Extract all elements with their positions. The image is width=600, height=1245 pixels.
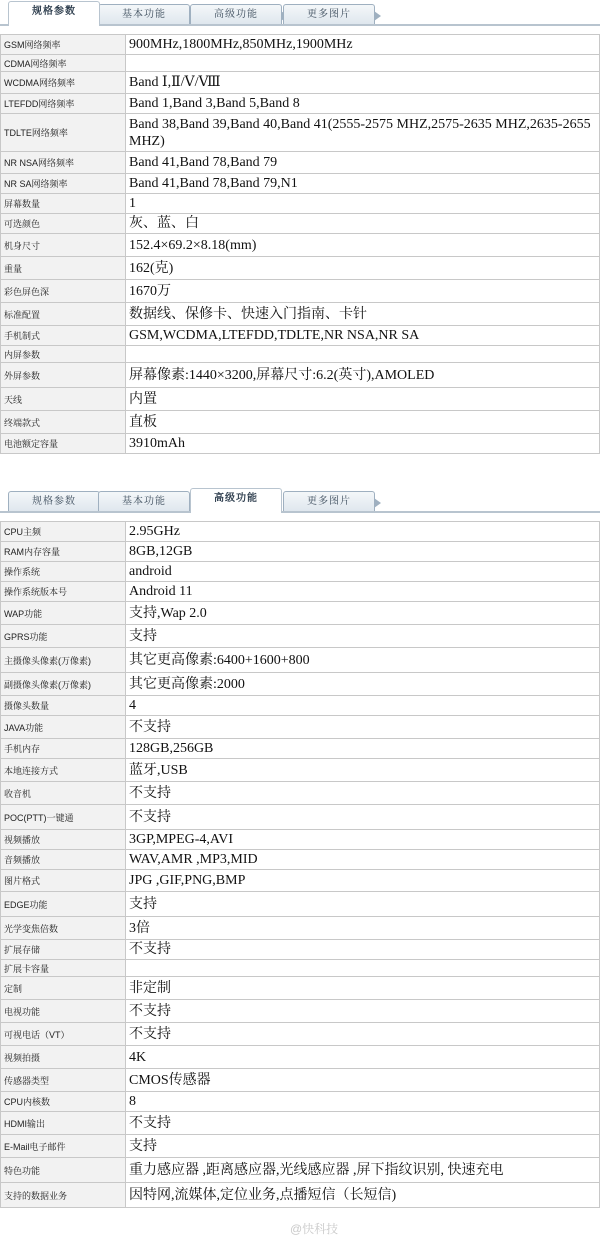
tab-label: 高级功能	[214, 9, 258, 20]
spec-value: android	[126, 562, 600, 582]
spec-label: 图片格式	[1, 870, 126, 892]
table-row	[1, 280, 600, 303]
spec-value: Band 38,Band 39,Band 40,Band 41(2555-2575 MHZ,2575-2635 MHZ,2635-2655 MHZ)	[126, 114, 600, 152]
spec-label: 副摄像头像素(万像素)	[1, 673, 126, 696]
spec-value: JPG ,GIF,PNG,BMP	[126, 870, 600, 892]
spec-label: 支持的数据业务	[1, 1183, 126, 1208]
spec-label: 终端款式	[1, 411, 126, 434]
spec-value: 1670万	[126, 280, 600, 303]
spec-value: 因特网,流媒体,定位业务,点播短信（长短信)	[126, 1183, 600, 1208]
spec-label: 本地连接方式	[1, 759, 126, 782]
tab-label: 更多图片	[307, 9, 351, 20]
table-row	[1, 562, 600, 582]
spec-label: 机身尺寸	[1, 234, 126, 257]
spec-value	[126, 346, 600, 363]
spec-label: 内屏参数	[1, 346, 126, 363]
spec-label: 光学变焦倍数	[1, 917, 126, 940]
spec-label: CPU内核数	[1, 1092, 126, 1112]
table-row	[1, 174, 600, 194]
table-row	[1, 388, 600, 411]
spec-value: 不支持	[126, 940, 600, 960]
table-row	[1, 1069, 600, 1092]
table-row	[1, 940, 600, 960]
spec-value: 其它更高像素:6400+1600+800	[126, 648, 600, 673]
spec-label: 操作系统	[1, 562, 126, 582]
spec-label: 传感器类型	[1, 1069, 126, 1092]
tab-label: 规格参数	[32, 496, 76, 507]
spec-value: 8	[126, 1092, 600, 1112]
spec-label: GSM网络频率	[1, 35, 126, 55]
spec-value: GSM,WCDMA,LTEFDD,TDLTE,NR NSA,NR SA	[126, 326, 600, 346]
spec-label: 标准配置	[1, 303, 126, 326]
spec-label: 手机内存	[1, 739, 126, 759]
spec-value: 内置	[126, 388, 600, 411]
spec-label: 彩色屏色深	[1, 280, 126, 303]
table-row	[1, 648, 600, 673]
tab-bar-1	[0, 0, 600, 26]
spec-value: 不支持	[126, 1023, 600, 1046]
spec-value: Band 41,Band 78,Band 79,N1	[126, 174, 600, 194]
tab-spec-params[interactable]	[8, 491, 100, 511]
spec-value: 128GB,256GB	[126, 739, 600, 759]
spec-label: 扩展卡容量	[1, 960, 126, 977]
spec-label: TDLTE网络频率	[1, 114, 126, 152]
spec-section-2	[0, 487, 600, 1208]
tab-label: 基本功能	[122, 9, 166, 20]
table-row	[1, 870, 600, 892]
table-row	[1, 346, 600, 363]
spec-label: 摄像头数量	[1, 696, 126, 716]
spec-label: 可选颜色	[1, 214, 126, 234]
watermark: @快科技	[290, 1222, 339, 1236]
spec-label: 电视功能	[1, 1000, 126, 1023]
spec-label: 定制	[1, 977, 126, 1000]
table-row	[1, 1112, 600, 1135]
table-row	[1, 72, 600, 94]
table-row	[1, 363, 600, 388]
spec-value: 支持	[126, 1135, 600, 1158]
table-row	[1, 55, 600, 72]
spec-label: E-Mail电子邮件	[1, 1135, 126, 1158]
tab-advanced-functions[interactable]	[190, 4, 282, 24]
spec-value: 数据线、保修卡、快速入门指南、卡针	[126, 303, 600, 326]
table-row	[1, 673, 600, 696]
spec-label: 电池额定容量	[1, 434, 126, 454]
table-row	[1, 625, 600, 648]
spec-label: 可视电话（VT）	[1, 1023, 126, 1046]
spec-label: 收音机	[1, 782, 126, 805]
table-row	[1, 152, 600, 174]
spec-table-2	[0, 521, 600, 1208]
spec-label: LTEFDD网络频率	[1, 94, 126, 114]
spec-label: 手机制式	[1, 326, 126, 346]
spec-label: WAP功能	[1, 602, 126, 625]
spec-value: 152.4×69.2×8.18(mm)	[126, 234, 600, 257]
table-row	[1, 1183, 600, 1208]
table-row	[1, 234, 600, 257]
tab-more-images[interactable]	[283, 4, 375, 24]
spec-section-1	[0, 0, 600, 454]
spec-value: 3910mAh	[126, 434, 600, 454]
spec-value: Band 41,Band 78,Band 79	[126, 152, 600, 174]
table-row	[1, 960, 600, 977]
spec-value: 不支持	[126, 782, 600, 805]
spec-value: 屏幕像素:1440×3200,屏幕尺寸:6.2(英寸),AMOLED	[126, 363, 600, 388]
spec-value: 1	[126, 194, 600, 214]
spec-value: 支持	[126, 892, 600, 917]
spec-value: 900MHz,1800MHz,850MHz,1900MHz	[126, 35, 600, 55]
spec-label: CPU主频	[1, 522, 126, 542]
spec-label: HDMI输出	[1, 1112, 126, 1135]
spec-value	[126, 960, 600, 977]
spec-label: JAVA功能	[1, 716, 126, 739]
table-row	[1, 830, 600, 850]
spec-value: 灰、蓝、白	[126, 214, 600, 234]
spec-label: 重量	[1, 257, 126, 280]
spec-label: 主摄像头像素(万像素)	[1, 648, 126, 673]
tab-basic-functions[interactable]	[98, 4, 190, 24]
table-row	[1, 1092, 600, 1112]
spec-label: 视频拍摄	[1, 1046, 126, 1069]
spec-value: 支持,Wap 2.0	[126, 602, 600, 625]
tab-basic-functions[interactable]	[98, 491, 190, 511]
spec-label: 外屏参数	[1, 363, 126, 388]
spec-value: 其它更高像素:2000	[126, 673, 600, 696]
spec-label: GPRS功能	[1, 625, 126, 648]
spec-value: 8GB,12GB	[126, 542, 600, 562]
table-row	[1, 805, 600, 830]
table-row	[1, 114, 600, 152]
tab-arrow-icon	[374, 11, 381, 21]
tab-advanced-functions[interactable]: 高级功能	[190, 488, 282, 513]
spec-value: 3GP,MPEG-4,AVI	[126, 830, 600, 850]
table-row	[1, 94, 600, 114]
tab-label: 更多图片	[307, 496, 351, 507]
spec-value: Band Ⅰ,Ⅱ/Ⅴ/Ⅷ	[126, 72, 600, 94]
spec-label: 天线	[1, 388, 126, 411]
table-row	[1, 522, 600, 542]
table-row	[1, 696, 600, 716]
spec-value: 支持	[126, 625, 600, 648]
spec-value: 蓝牙,USB	[126, 759, 600, 782]
spec-value: 重力感应器 ,距离感应器,光线感应器 ,屏下指纹识别, 快速充电	[126, 1158, 600, 1183]
spec-value: 3倍	[126, 917, 600, 940]
table-row	[1, 214, 600, 234]
spec-label: CDMA网络频率	[1, 55, 126, 72]
table-row	[1, 1158, 600, 1183]
spec-label: RAM内存容量	[1, 542, 126, 562]
spec-label: NR NSA网络频率	[1, 152, 126, 174]
spec-value: Band 1,Band 3,Band 5,Band 8	[126, 94, 600, 114]
spec-value: 非定制	[126, 977, 600, 1000]
table-row	[1, 434, 600, 454]
spec-label: 特色功能	[1, 1158, 126, 1183]
table-row	[1, 1135, 600, 1158]
spec-label: 视频播放	[1, 830, 126, 850]
table-row	[1, 303, 600, 326]
tab-bar-2	[0, 487, 600, 513]
spec-label: 音频播放	[1, 850, 126, 870]
spec-label: 屏幕数量	[1, 194, 126, 214]
table-row	[1, 892, 600, 917]
spec-label: 扩展存储	[1, 940, 126, 960]
spec-value	[126, 55, 600, 72]
tab-arrow-icon	[374, 498, 381, 508]
table-row	[1, 35, 600, 55]
table-row	[1, 782, 600, 805]
table-row	[1, 257, 600, 280]
tab-more-images[interactable]	[283, 491, 375, 511]
spec-label: WCDMA网络频率	[1, 72, 126, 94]
table-row	[1, 602, 600, 625]
table-row	[1, 411, 600, 434]
spec-table-1	[0, 34, 600, 454]
table-row	[1, 1023, 600, 1046]
spec-value: CMOS传感器	[126, 1069, 600, 1092]
spec-label: EDGE功能	[1, 892, 126, 917]
spec-label: POC(PTT)一键通	[1, 805, 126, 830]
spec-label: NR SA网络频率	[1, 174, 126, 194]
table-row	[1, 917, 600, 940]
tab-label: 基本功能	[122, 496, 166, 507]
table-row	[1, 1000, 600, 1023]
spec-value: WAV,AMR ,MP3,MID	[126, 850, 600, 870]
table-row	[1, 977, 600, 1000]
spec-value: 162(克)	[126, 257, 600, 280]
spec-value: 2.95GHz	[126, 522, 600, 542]
table-row	[1, 716, 600, 739]
spec-value: 4K	[126, 1046, 600, 1069]
table-row	[1, 739, 600, 759]
table-row	[1, 850, 600, 870]
spec-value: Android 11	[126, 582, 600, 602]
table-row	[1, 542, 600, 562]
spec-value: 不支持	[126, 716, 600, 739]
spec-value: 不支持	[126, 805, 600, 830]
spec-label: 操作系统版本号	[1, 582, 126, 602]
table-row	[1, 582, 600, 602]
table-row	[1, 759, 600, 782]
spec-value: 不支持	[126, 1112, 600, 1135]
table-row	[1, 1046, 600, 1069]
spec-value: 直板	[126, 411, 600, 434]
table-row	[1, 326, 600, 346]
spec-value: 不支持	[126, 1000, 600, 1023]
table-row	[1, 194, 600, 214]
spec-value: 4	[126, 696, 600, 716]
tab-spec-params[interactable]: 规格参数	[8, 1, 100, 26]
